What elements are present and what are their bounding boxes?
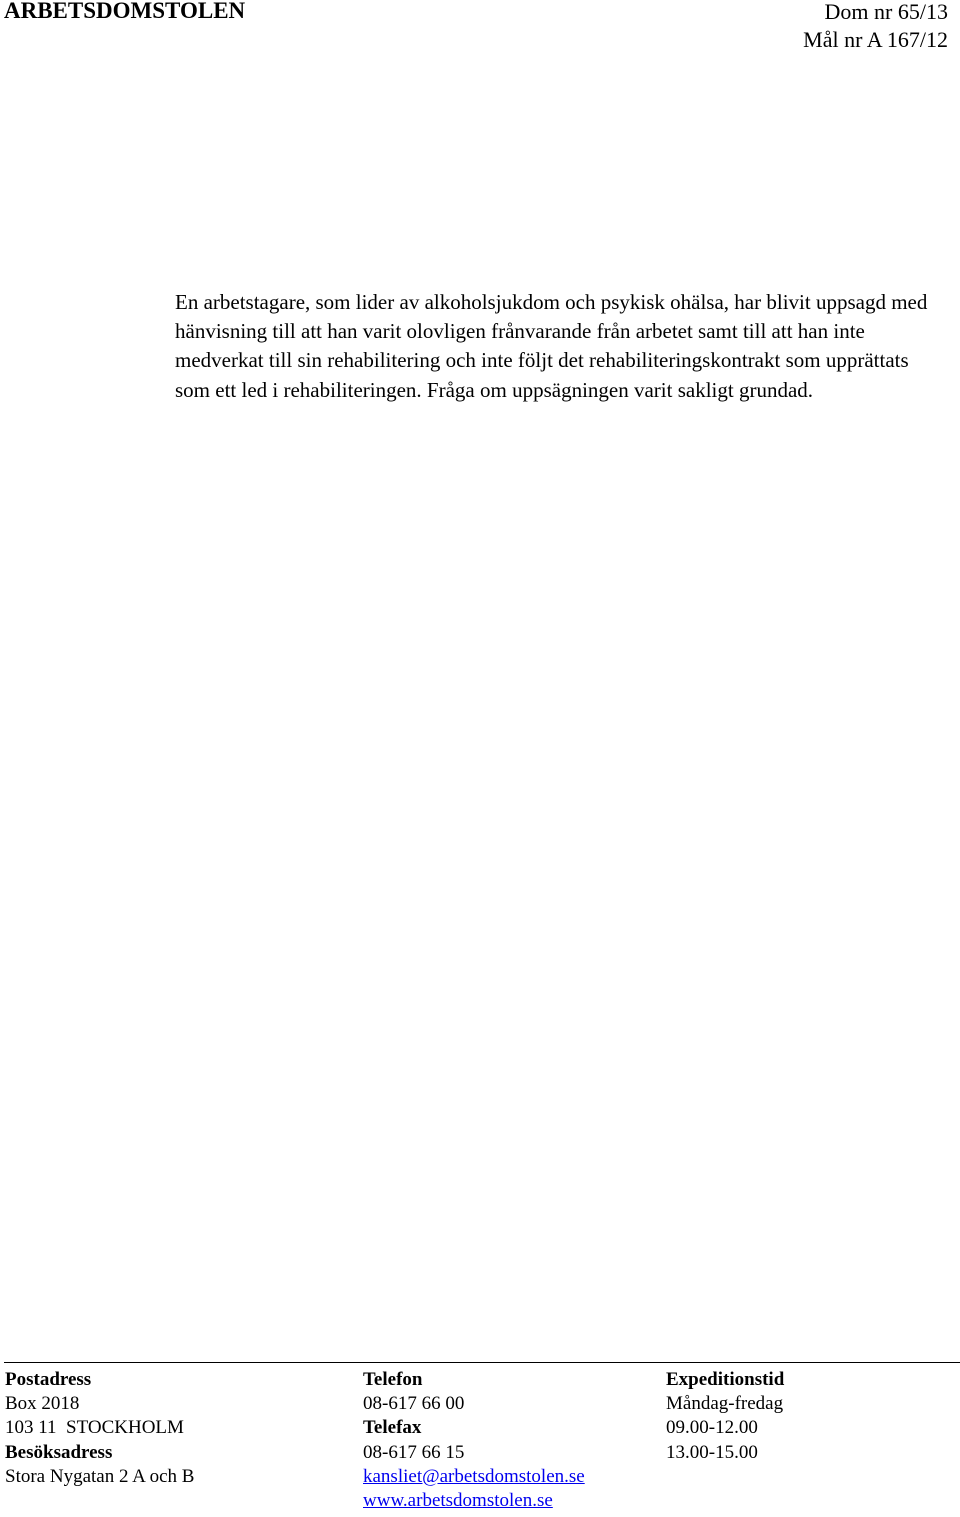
postal-city: 103 11 STOCKHOLM xyxy=(5,1417,184,1439)
office-hours-morning: 09.00-12.00 xyxy=(666,1417,758,1439)
footer-address-column xyxy=(5,1368,194,1489)
case-reference xyxy=(803,0,948,54)
phone-number: 08-617 66 00 xyxy=(363,1393,465,1415)
case-summary: En arbetstagare, som lider av alkoholsjukdom och psykisk ohälsa, har blivit uppsagd med hänvisning till att han varit olovligen frånvarande från arbetet samt till att han inte medverkat till sin rehabilitering och inte följt det rehabiliteringskontrakt som upprättats som ett led i rehabiliteringen. Fråga om uppsägningen varit sakligt grundad. xyxy=(175,290,928,402)
fax-heading: Telefax xyxy=(363,1417,422,1439)
case-number: Mål nr A 167/12 xyxy=(803,27,948,52)
judgment-number: Dom nr 65/13 xyxy=(824,0,948,24)
fax-number: 08-617 66 15 xyxy=(363,1441,465,1463)
postal-address-heading: Postadress xyxy=(5,1369,92,1390)
postal-box: Box 2018 xyxy=(5,1393,80,1415)
email-link[interactable]: kansliet@arbetsdomstolen.se xyxy=(363,1465,585,1487)
visiting-address-heading: Besöksadress xyxy=(5,1441,113,1463)
footer-hours-column xyxy=(666,1368,784,1465)
website-link[interactable]: www.arbetsdomstolen.se xyxy=(363,1489,553,1511)
footer-contact-column xyxy=(363,1368,585,1513)
office-hours-heading: Expeditionstid xyxy=(666,1369,785,1390)
phone-heading: Telefon xyxy=(363,1369,423,1390)
footer-divider xyxy=(4,1362,960,1363)
office-days: Måndag-fredag xyxy=(666,1393,784,1415)
office-hours-afternoon: 13.00-15.00 xyxy=(666,1441,758,1463)
visiting-street: Stora Nygatan 2 A och B xyxy=(5,1465,195,1487)
court-name: ARBETSDOMSTOLEN xyxy=(4,0,246,23)
